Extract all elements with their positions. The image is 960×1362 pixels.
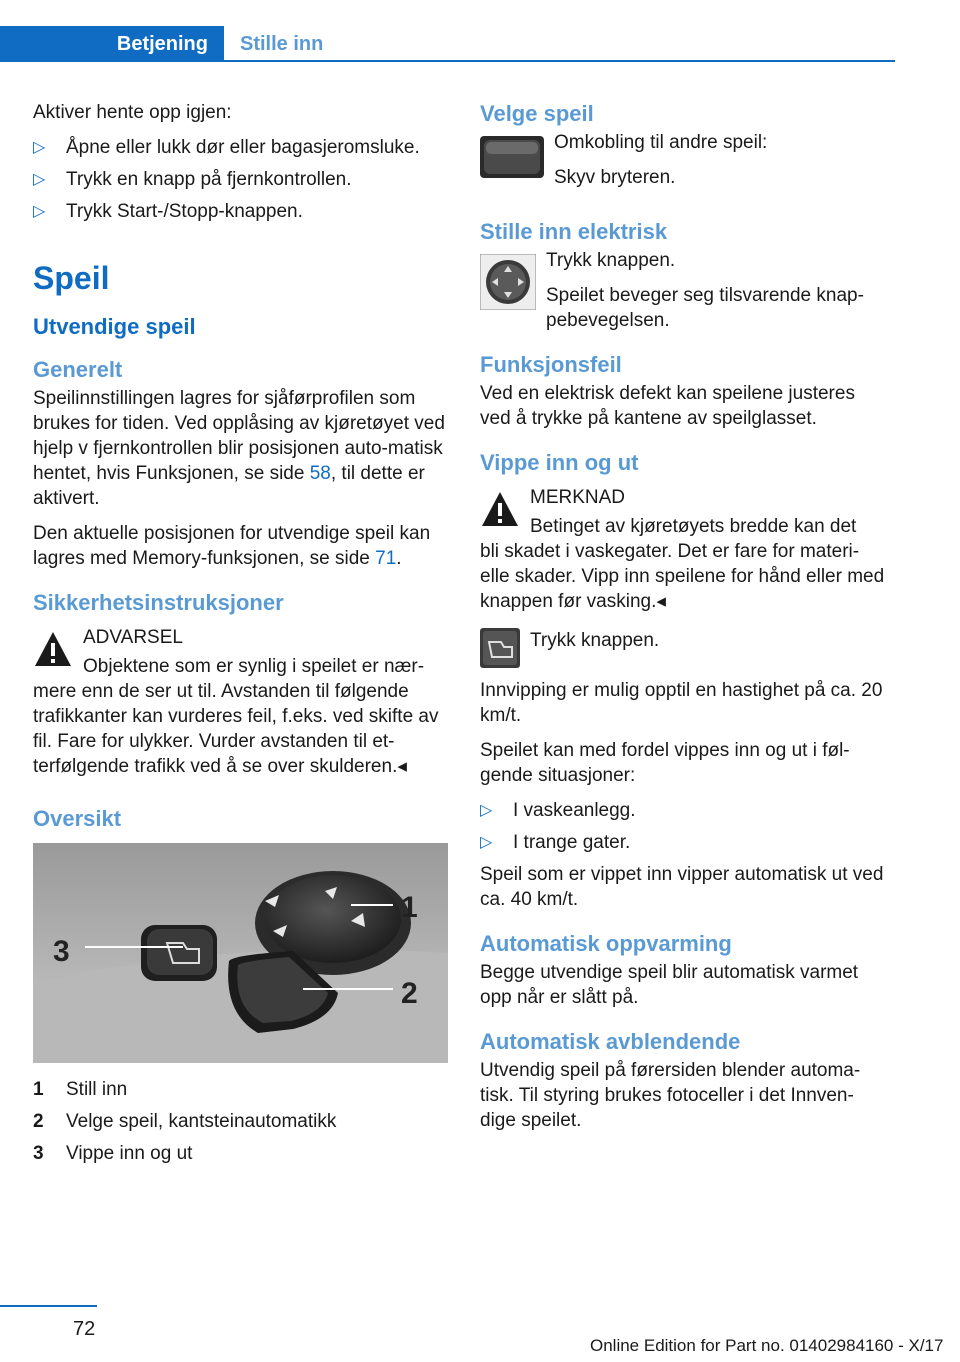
list-item: ▷ I vaskeanlegg. <box>480 800 636 821</box>
heading-stille-inn-elektrisk: Stille inn elektrisk <box>480 219 668 244</box>
warning-text-rest: mere enn de ser ut til. Avstanden til følgende trafikkanter kan vurderes feil, f.eks. ved skifte av fil. Fare for ulykker. Vurder avstanden til et-terfølgende trafikk ved å se over skulderen.◂ <box>33 681 439 777</box>
legend-item: 3 Vippe inn og ut <box>33 1143 193 1164</box>
velge-text-2: Skyv bryteren. <box>554 167 676 188</box>
section-title-speil: Speil <box>33 260 110 296</box>
situations-list <box>480 798 885 855</box>
header-rule <box>0 60 895 62</box>
heading-generelt: Generelt <box>33 357 123 382</box>
notice-text-rest: bli skadet i vaskegater. Det er fare for materi-elle skader. Vipp inn speilene for hånd eller med knappen før vasking.◂ <box>480 541 885 612</box>
funksjonsfeil-text: Ved en elektrisk defekt kan speilene justeres ved å trykke på kantene av speilglasset. <box>480 383 855 429</box>
footer-rule <box>0 1305 97 1307</box>
list-item: ▷ Trykk en knapp på fjernkontrollen. <box>33 169 352 190</box>
velge-text-1: Omkobling til andre speil: <box>554 132 768 153</box>
right-column <box>480 100 885 1143</box>
callout-3: 3 <box>53 935 70 968</box>
mirror-fold-button-icon <box>480 628 520 668</box>
figure-legend <box>33 1077 448 1166</box>
velge-speil-block <box>480 130 885 200</box>
mirror-controls-figure <box>33 843 448 1063</box>
legend-item: 2 Velge speil, kantsteinautomatikk <box>33 1111 337 1132</box>
warning-triangle-icon <box>480 489 520 529</box>
fold-button-block <box>480 628 885 678</box>
mirror-select-switch-icon <box>480 136 544 178</box>
edition-text: Online Edition for Part no. 01402984160 - X/17 <box>590 1336 944 1355</box>
callout-2: 2 <box>401 977 418 1010</box>
section-title-utvendige: Utvendige speil <box>33 314 196 339</box>
page-number: 72 <box>73 1318 96 1340</box>
heading-vippe-inn-og-ut: Vippe inn og ut <box>480 450 639 475</box>
notice-label: MERKNAD <box>530 487 626 508</box>
tab-stille-inn[interactable]: Stille inn <box>240 33 324 55</box>
warning-triangle-icon <box>33 629 73 669</box>
tab-betjening[interactable]: Betjening <box>0 26 224 62</box>
triangle-bullet-icon: ▷ <box>480 802 493 819</box>
page-link-71[interactable]: 71 <box>375 548 397 569</box>
heading-oversikt: Oversikt <box>33 806 122 831</box>
vippe-text-4: Speil som er vippet inn vipper automatisk ut ved ca. 40 km/t. <box>480 864 884 910</box>
warning-label: ADVARSEL <box>83 627 183 648</box>
vippe-text-3: Speilet kan med fordel vippes inn og ut i føl-gende situasjoner: <box>480 740 850 786</box>
chapter-header <box>0 26 895 62</box>
generelt-paragraph-1: Speilinnstillingen lagres for sjåførprofilen som brukes for tiden. Ved opplåsing av kjøretøyet ved hjelp v fjernkontrollen blir posisjonen auto-matisk hentet, hvis Funksjonen, se side 58, til dette er aktivert. <box>33 388 445 509</box>
intro-list <box>33 135 448 224</box>
intro-text: Aktiver hente opp igjen: <box>33 102 232 123</box>
list-item: ▷ Åpne eller lukk dør eller bagasjeromsluke. <box>33 137 420 158</box>
list-item: ▷ I trange gater. <box>480 832 631 853</box>
legend-item: 1 Still inn <box>33 1079 128 1100</box>
vippe-text-2: Innvipping er mulig opptil en hastighet på ca. 20 km/t. <box>480 680 883 726</box>
heading-automatisk-avblendende: Automatisk avblendende <box>480 1029 741 1054</box>
list-item: ▷ Trykk Start-/Stopp-knappen. <box>33 201 303 222</box>
avblendende-text: Utvendig speil på førersiden blender automa-tisk. Til styring brukes fotoceller i det Innven-dige speilet. <box>480 1060 861 1131</box>
heading-funksjonsfeil: Funksjonsfeil <box>480 352 622 377</box>
heading-velge-speil: Velge speil <box>480 101 594 126</box>
heading-sikkerhet: Sikkerhetsinstruksjoner <box>33 590 284 615</box>
triangle-bullet-icon: ▷ <box>33 139 46 156</box>
left-column <box>33 100 448 1173</box>
elektrisk-text-2: Speilet beveger seg tilsvarende knap-pebevegelsen. <box>546 285 864 331</box>
triangle-bullet-icon: ▷ <box>33 203 46 220</box>
vippe-text-1: Trykk knappen. <box>530 630 660 651</box>
notice-block <box>480 485 885 614</box>
callout-1: 1 <box>401 891 418 924</box>
notice-text-first: Betinget av kjøretøyets bredde kan det <box>530 516 857 537</box>
triangle-bullet-icon: ▷ <box>480 834 493 851</box>
warning-text-first: Objektene som er synlig i speilet er nær- <box>83 656 425 677</box>
heading-automatisk-oppvarming: Automatisk oppvarming <box>480 931 732 956</box>
elektrisk-text-1: Trykk knappen. <box>546 250 676 271</box>
mirror-adjust-button-icon <box>480 254 536 310</box>
warning-block <box>33 625 448 779</box>
triangle-bullet-icon: ▷ <box>33 171 46 188</box>
elektrisk-block <box>480 248 885 333</box>
generelt-paragraph-2: Den aktuelle posisjonen for utvendige speil kan lagres med Memory-funksjonen, se side 71. <box>33 523 431 569</box>
oppvarming-text: Begge utvendige speil blir automatisk varmet opp når er slått på. <box>480 962 859 1008</box>
page-link-58[interactable]: 58 <box>309 463 331 484</box>
